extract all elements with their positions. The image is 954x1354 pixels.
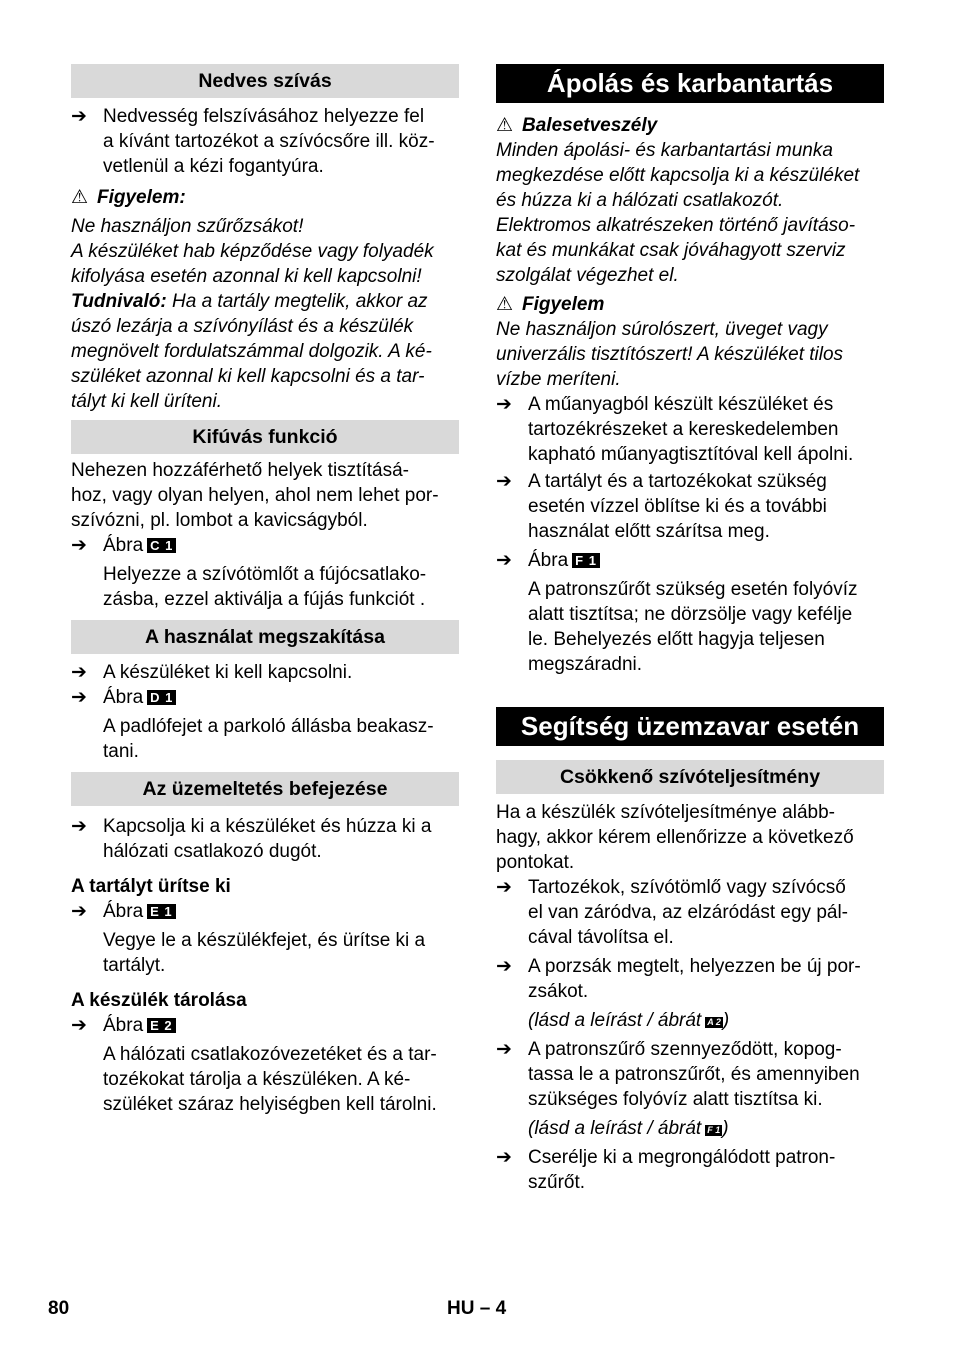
bullet-urites-figure: ➔ Ábra E 1 — [71, 899, 459, 924]
right-column — [496, 64, 884, 1195]
section-heading-nedves: Nedves szívás — [71, 64, 459, 98]
arrow-icon: ➔ — [71, 662, 87, 683]
bullet-hiba-4: ➔ Cserélje ki a megrongálódott patron- szűrőt. — [496, 1147, 836, 1193]
bullet-apolas-figure: ➔ Ábra F 1 — [496, 548, 884, 573]
figure-badge: E 1 — [147, 904, 176, 919]
language-page-label: HU – 4 — [447, 1298, 507, 1319]
left-column — [71, 64, 459, 1117]
figure-badge: D 1 — [147, 690, 176, 705]
section-heading-kifuvas: Kifúvás funkció — [71, 420, 459, 454]
reference-note-1: (lásd a leírást / ábrát A 2 ) — [528, 1010, 730, 1031]
arrow-icon: ➔ — [496, 471, 512, 492]
figure-badge: C 1 — [147, 538, 176, 553]
warning-triangle-icon: ⚠ — [496, 294, 514, 315]
bullet-megszakitas: ➔ A készüléket ki kell kapcsolni. — [71, 662, 353, 683]
figure-badge-small: F 1 — [707, 1125, 721, 1135]
arrow-icon: ➔ — [496, 877, 512, 898]
reference-note-2: (lásd a leírást / ábrát F 1 ) — [528, 1118, 729, 1139]
arrow-icon: ➔ — [71, 106, 87, 127]
bullet-hiba-1: ➔ Tartozékok, szívótömlő vagy szívócső el van záródva, az elzáródást egy pál- cával távolítsa el. — [496, 877, 849, 948]
arrow-icon: ➔ — [496, 1147, 512, 1168]
arrow-icon: ➔ — [496, 550, 512, 571]
section-heading-csokkeno: Csökkenő szívóteljesítmény — [496, 760, 884, 794]
bullet-apolas-2: ➔ A tartályt és a tartozékokat szükség esetén vízzel öblítse ki és a további használat előtt szárítsa meg. — [496, 471, 827, 542]
figyelem2-text: Ne használjon súrolószert, üveget vagy univerzális tisztítószert! A készüléket tilos vízbe meríteni. — [496, 319, 844, 390]
bullet-tarolas-figure: ➔ Ábra E 2 — [71, 1013, 459, 1038]
kifuvas-text: Nehezen hozzáférhető helyek tisztításá- hoz, vagy olyan helyen, ahol nem lehet por- szívózni, pl. lombot a kavicságyból. — [71, 460, 439, 531]
balesetveszely-text: Minden ápolási- és karbantartási munka megkezdése előtt kapcsolja ki a készüléket és húzza ki a hálózati csatlakozót. Elektromos alkatrészeken történő javításo- kat és munkákat csak jóváhagyott szerviz szolgálat végezhet el. — [496, 140, 860, 286]
warning-triangle-icon: ⚠ — [496, 115, 514, 136]
tarolas-instruction: A hálózati csatlakozóvezetéket és a tar- tozékokat tárolja a készüléken. A ké- szüléket száraz helyiségben kell tárolni. — [103, 1044, 437, 1115]
page-number: 80 — [48, 1298, 70, 1319]
apolas-instruction: A patronszűrőt szükség esetén folyóvíz alatt tisztítsa; ne dörzsölje vagy kefélje le. Behelyezés előtt hagyja teljesen megszáradni. — [528, 579, 858, 675]
section-heading-befejezes: Az üzemeltetés befejezése — [71, 772, 459, 806]
warning-figyelem-2: ⚠ Figyelem — [496, 294, 605, 315]
arrow-icon: ➔ — [71, 901, 87, 922]
figure-badge: E 2 — [147, 1018, 176, 1033]
figyelem-text: Ne használjon szűrőzsákot! A készüléket hab képződése vagy folyadék kifolyása esetén azonnal ki kell kapcsolni! Tudnivaló: Ha a tartály megtelik, akkor az úszó lezárja a szívónyílást és a készülék megnövelt fordulatszámmal dolgozik. A ké- szüléket azonnal ki kell kapcsolni és a tar- tályt ki kell üríteni. — [71, 216, 434, 412]
section-heading-megszakitas: A használat megszakítása — [71, 620, 459, 654]
urites-instruction: Vegye le a készülékfejet, és ürítse ki a tartályt. — [103, 930, 426, 976]
csokkeno-text: Ha a készülék szívóteljesítménye alább- hagy, akkor kérem ellenőrizze a következő pontokat. — [496, 802, 854, 873]
chapter-heading-segitseg: Segítség üzemzavar esetén — [496, 707, 884, 746]
bullet-hiba-2: ➔ A porzsák megtelt, helyezzen be új por- zsákot. — [496, 956, 861, 1002]
chapter-heading-apolas: Ápolás és karbantartás — [496, 64, 884, 103]
bullet-apolas-1: ➔ A műanyagból készült készüléket és tartozékrészeket a kereskedelemben kapható műanyagtisztítóval kell ápolni. — [496, 394, 854, 465]
arrow-icon: ➔ — [496, 956, 512, 977]
arrow-icon: ➔ — [71, 1015, 87, 1036]
warning-triangle-icon: ⚠ — [71, 187, 89, 208]
subheading-urites: A tartályt ürítse ki — [71, 876, 231, 897]
bullet-megszakitas-figure: ➔ Ábra D 1 — [71, 685, 459, 710]
bullet-befejezes: ➔ Kapcsolja ki a készüléket és húzza ki a hálózati csatlakozó dugót. — [71, 816, 432, 862]
figure-badge-small: A 2 — [707, 1017, 721, 1027]
bullet-hiba-3: ➔ A patronszűrő szennyeződött, kopog- tassa le a patronszűrőt, és amennyiben szükséges folyóvíz alatt tisztítsa ki. — [496, 1039, 860, 1110]
kifuvas-instruction: Helyezze a szívótömlőt a fújócsatlako- zásba, ezzel aktiválja a fújás funkciót . — [103, 564, 427, 610]
arrow-icon: ➔ — [496, 1039, 512, 1060]
arrow-icon: ➔ — [496, 394, 512, 415]
figure-badge: F 1 — [572, 553, 600, 568]
bullet-nedves: ➔ Nedvesség felszívásához helyezze fel a kívánt tartozékot a szívócsőre ill. köz- vetlenül a kézi fogantyúra. — [71, 106, 435, 177]
arrow-icon: ➔ — [71, 687, 87, 708]
bullet-kifuvas-figure: ➔ Ábra C 1 — [71, 533, 459, 558]
arrow-icon: ➔ — [71, 535, 87, 556]
warning-balesetveszely: ⚠ Balesetveszély — [496, 115, 658, 136]
megszakitas-instruction: A padlófejet a parkoló állásba beakasz- tani. — [103, 716, 434, 762]
warning-figyelem: ⚠ Figyelem: — [71, 187, 186, 208]
subheading-tarolas: A készülék tárolása — [71, 990, 247, 1011]
arrow-icon: ➔ — [71, 816, 87, 837]
